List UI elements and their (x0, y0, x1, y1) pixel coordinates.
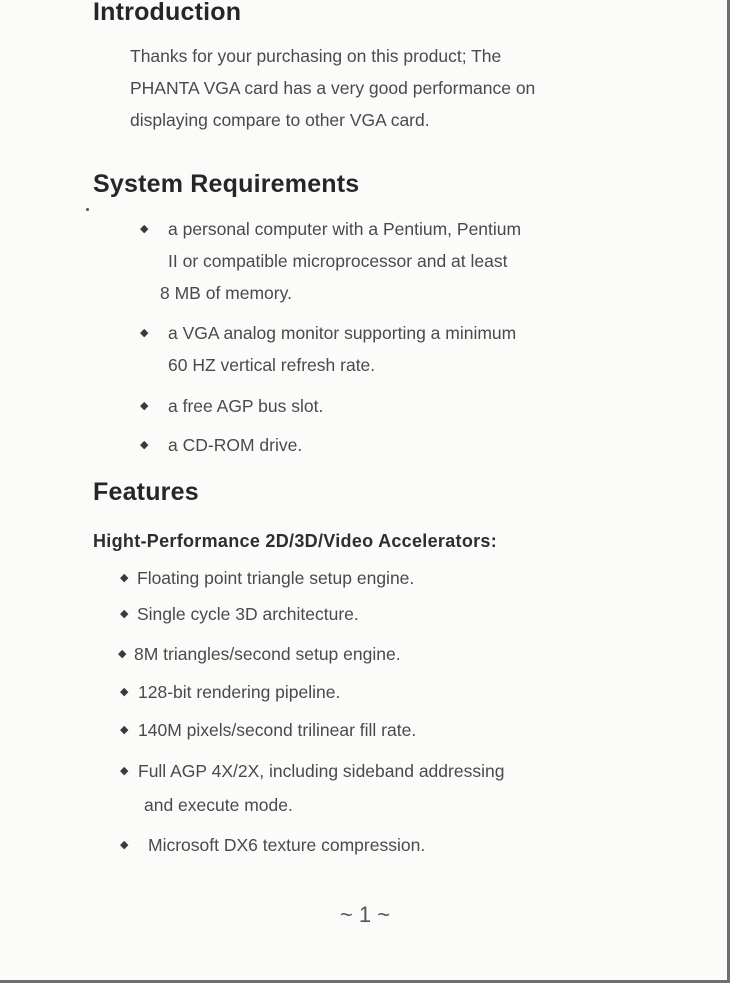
introduction-line: PHANTA VGA card has a very good performance on (130, 78, 536, 98)
bullet-icon: ◆ (140, 439, 149, 451)
list-item-line: Microsoft DX6 texture compression. (148, 835, 426, 855)
bullet-icon: ◆ (120, 765, 129, 777)
bullet-icon: ◆ (120, 686, 129, 698)
bullet-icon: ◆ (120, 839, 129, 851)
list-item-line: 60 HZ vertical refresh rate. (168, 355, 376, 375)
introduction-line: displaying compare to other VGA card. (130, 110, 430, 130)
bullet-icon: ◆ (140, 400, 149, 412)
list-item-line: 140M pixels/second trilinear fill rate. (138, 720, 417, 740)
list-item-line: a VGA analog monitor supporting a minimum (168, 323, 517, 343)
bullet-icon: ◆ (140, 223, 149, 235)
bullet-icon: ◆ (140, 327, 149, 339)
print-speck (86, 208, 89, 211)
list-item-line: a free AGP bus slot. (168, 396, 324, 416)
list-item-line: Single cycle 3D architecture. (137, 604, 359, 624)
bullet-icon: ◆ (120, 724, 129, 736)
list-item-line: Full AGP 4X/2X, including sideband addressing (138, 761, 505, 781)
list-item-line: 128-bit rendering pipeline. (138, 682, 341, 702)
list-item-line: 8M triangles/second setup engine. (134, 644, 401, 664)
bullet-icon: ◆ (118, 648, 127, 660)
list-item-line: II or compatible microprocessor and at least (168, 251, 508, 271)
list-item-line: 8 MB of memory. (160, 283, 292, 303)
introduction-line: Thanks for your purchasing on this product; The (130, 46, 502, 66)
bullet-icon: ◆ (120, 572, 129, 584)
system-requirements-heading: System Requirements (93, 170, 360, 198)
introduction-heading: Introduction (93, 0, 242, 26)
features-heading: Features (93, 478, 199, 506)
list-item-line: Floating point triangle setup engine. (137, 568, 415, 588)
bullet-icon: ◆ (120, 608, 129, 620)
list-item-line: a CD-ROM drive. (168, 435, 303, 455)
list-item-line: and execute mode. (144, 795, 293, 815)
page-number: ~ 1 ~ (339, 902, 391, 927)
features-subheading: Hight-Performance 2D/3D/Video Accelerators: (93, 531, 498, 551)
list-item-line: a personal computer with a Pentium, Pentium (168, 219, 522, 239)
